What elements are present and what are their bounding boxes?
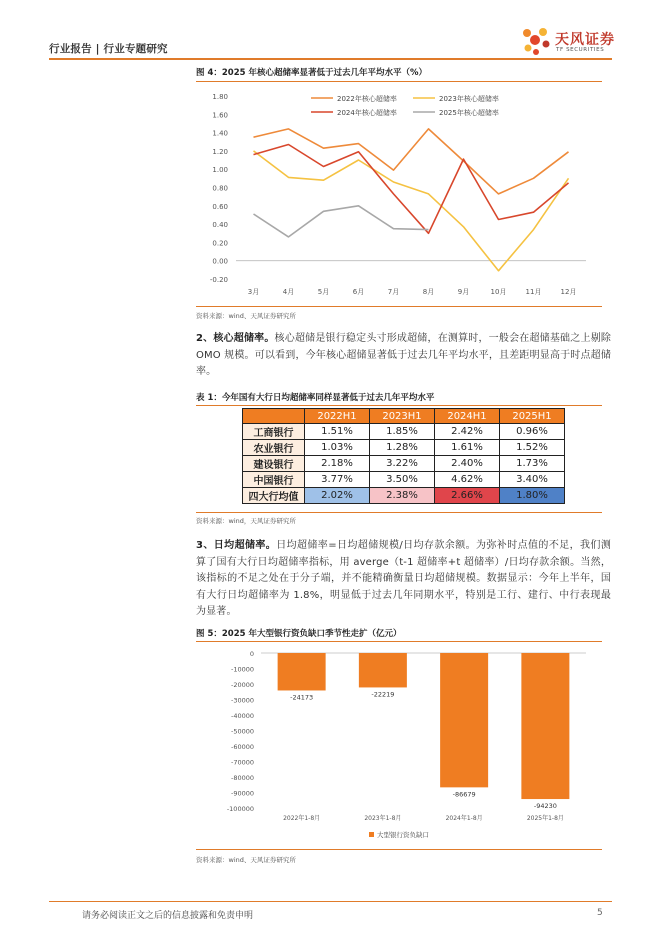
y-tick-label: 1.60 [212, 111, 228, 120]
legend-label: 2025年核心超储率 [439, 109, 499, 117]
legend-swatch [369, 832, 374, 837]
y-tick-label: 1.00 [212, 166, 228, 175]
table-row-header: 建设银行 [243, 456, 305, 472]
figure5-title-rule [196, 641, 602, 642]
section2-heading: 2、核心超储率。 [196, 333, 275, 344]
y-tick-label: -10000 [230, 665, 254, 674]
section3-heading: 3、日均超储率。 [196, 540, 277, 551]
table-cell: 4.62% [435, 472, 500, 488]
bar-data-label: -94230 [533, 802, 557, 811]
figure5-title: 图 5：2025 年大型银行资负缺口季节性走扩（亿元） [196, 629, 402, 639]
table-cell: 2.42% [435, 424, 500, 440]
table1-title-rule [196, 405, 602, 406]
figure5-bottom-rule [196, 849, 602, 850]
table-row-header: 四大行均值 [243, 488, 305, 504]
y-tick-label: -100000 [226, 805, 254, 813]
bar [521, 653, 569, 799]
figure4-title: 图 4：2025 年核心超储率显著低于过去几年平均水平（%） [196, 68, 428, 78]
footer-disclaimer: 请务必阅读正文之后的信息披露和免责申明 [82, 911, 254, 921]
figure4-line-chart [196, 83, 606, 305]
section3-paragraph [196, 538, 611, 621]
table-average-cell: 2.66% [435, 488, 500, 504]
table-cell: 1.61% [435, 440, 500, 456]
x-tick-label: 2023年1-8月 [364, 815, 402, 822]
table-header-row [243, 409, 565, 424]
figure4-source: 资料来源：wind、天风证券研究所 [196, 312, 296, 320]
table-corner-cell [243, 409, 305, 424]
table-column-header: 2023H1 [370, 409, 435, 424]
x-tick-label: 10月 [490, 288, 507, 296]
x-tick-label: 3月 [247, 288, 260, 296]
y-tick-label: 1.40 [212, 129, 228, 138]
table-cell: 3.40% [500, 472, 565, 488]
table-cell: 1.28% [370, 440, 435, 456]
table-cell: 0.96% [500, 424, 565, 440]
y-tick-label: 0.80 [212, 184, 228, 193]
section3-text: 日均超储率=日均超储规模/日均存款余额。为弥补时点值的不足，我们测算了国有大行日均超储率指标，用 averge（t-1 超储率+t 超储率）/日均存款余额。当然，该指标的不足之处在于分子端，并不能精确衡量日均超储规模。数据显示：今年上半年，国有大行日均超储率为 1.8%，明显低于过去几年同期水平，特别是工行、建行、中行表现最为显著。 [196, 540, 611, 618]
y-tick-label: -40000 [230, 712, 254, 720]
figure5-bar-chart [196, 643, 606, 848]
table-cell: 3.77% [305, 472, 370, 488]
table-average-cell: 1.80% [500, 488, 565, 504]
table1-source: 资料来源：wind，天风证券研究所 [196, 517, 296, 525]
section2-paragraph [196, 331, 611, 381]
figure5-source: 资料来源：wind、天风证券研究所 [196, 856, 296, 864]
bar-data-label: -22219 [371, 690, 395, 699]
y-tick-label: 0.00 [212, 257, 228, 266]
x-tick-label: 2022年1-8月 [283, 815, 321, 822]
y-tick-label: 0 [249, 650, 254, 658]
x-tick-label: 9月 [457, 288, 470, 296]
legend-label: 2022年核心超储率 [337, 95, 397, 103]
figure4-title-rule [196, 81, 602, 82]
table-column-header: 2025H1 [500, 409, 565, 424]
table-cell: 3.22% [370, 456, 435, 472]
page-number: 5 [597, 908, 603, 918]
table-cell: 2.40% [435, 456, 500, 472]
report-header-text: 行业报告 | 行业专题研究 [49, 43, 168, 55]
y-tick-label: 1.20 [212, 147, 228, 156]
table-average-cell: 2.02% [305, 488, 370, 504]
table-row [243, 456, 565, 472]
x-tick-label: 4月 [282, 288, 295, 296]
logo-english-name: TF SECURITIES [556, 47, 605, 53]
y-tick-label: -90000 [230, 789, 254, 798]
x-tick-label: 8月 [422, 288, 435, 296]
table-row [243, 424, 565, 440]
table-cell: 3.50% [370, 472, 435, 488]
x-tick-label: 2025年1-8月 [526, 815, 564, 822]
y-tick-label: -20000 [230, 681, 254, 689]
x-tick-label: 11月 [525, 288, 542, 296]
bar-data-label: -24173 [290, 693, 314, 702]
table-row-header: 工商银行 [243, 424, 305, 440]
y-tick-label: 0.20 [212, 239, 228, 248]
table-row-header: 中国银行 [243, 472, 305, 488]
figure4-bottom-rule [196, 306, 602, 307]
table-column-header: 2024H1 [435, 409, 500, 424]
ratio-table [242, 408, 565, 504]
table-row-header: 农业银行 [243, 440, 305, 456]
table-cell: 1.51% [305, 424, 370, 440]
bar [359, 653, 407, 687]
y-tick-label: -30000 [230, 696, 254, 705]
legend-label: 大型银行资负缺口 [377, 831, 429, 839]
footer-rule [49, 901, 612, 902]
series-line [254, 151, 569, 271]
table1-title: 表 1：今年国有大行日均超储率同样显著低于过去几年平均水平 [196, 393, 435, 403]
series-line [254, 206, 429, 237]
x-tick-label: 6月 [352, 288, 365, 296]
y-tick-label: -0.20 [209, 276, 228, 284]
table-row-average [243, 488, 565, 504]
x-tick-label: 2024年1-8月 [445, 815, 483, 822]
section2-text: 核心超储是银行稳定头寸形成超储，在测算时，一般会在超储基础之上剔除 OMO 规模。可以看到，今年核心超储显著低于过去几年平均水平，且差距明显高于时点超储率。 [196, 333, 611, 378]
table-column-header: 2022H1 [305, 409, 370, 424]
bar-data-label: -86679 [452, 790, 476, 799]
y-tick-label: 1.80 [212, 93, 228, 101]
table-row [243, 472, 565, 488]
table-cell: 1.52% [500, 440, 565, 456]
table-cell: 1.73% [500, 456, 565, 472]
y-tick-label: -80000 [230, 774, 254, 782]
y-tick-label: -60000 [230, 743, 254, 751]
table-average-cell: 2.38% [370, 488, 435, 504]
table-cell: 1.03% [305, 440, 370, 456]
series-line [254, 145, 569, 234]
y-tick-label: 0.60 [212, 202, 228, 211]
company-logo-icon [519, 24, 553, 56]
y-tick-label: -50000 [230, 727, 254, 736]
x-tick-label: 12月 [560, 288, 577, 296]
table-cell: 2.18% [305, 456, 370, 472]
bar [278, 653, 326, 690]
table1-bottom-rule [196, 512, 602, 513]
table-cell: 1.85% [370, 424, 435, 440]
series-line [254, 129, 569, 194]
bar [440, 653, 488, 787]
logo-chinese-name: 天风证券 [555, 32, 615, 48]
header-rule [49, 58, 612, 60]
y-tick-label: 0.40 [212, 221, 228, 230]
legend-label: 2023年核心超储率 [439, 95, 499, 103]
legend-label: 2024年核心超储率 [337, 109, 397, 117]
table-row [243, 440, 565, 456]
y-tick-label: -70000 [230, 758, 254, 767]
x-tick-label: 5月 [317, 288, 330, 296]
x-tick-label: 7月 [387, 288, 400, 296]
